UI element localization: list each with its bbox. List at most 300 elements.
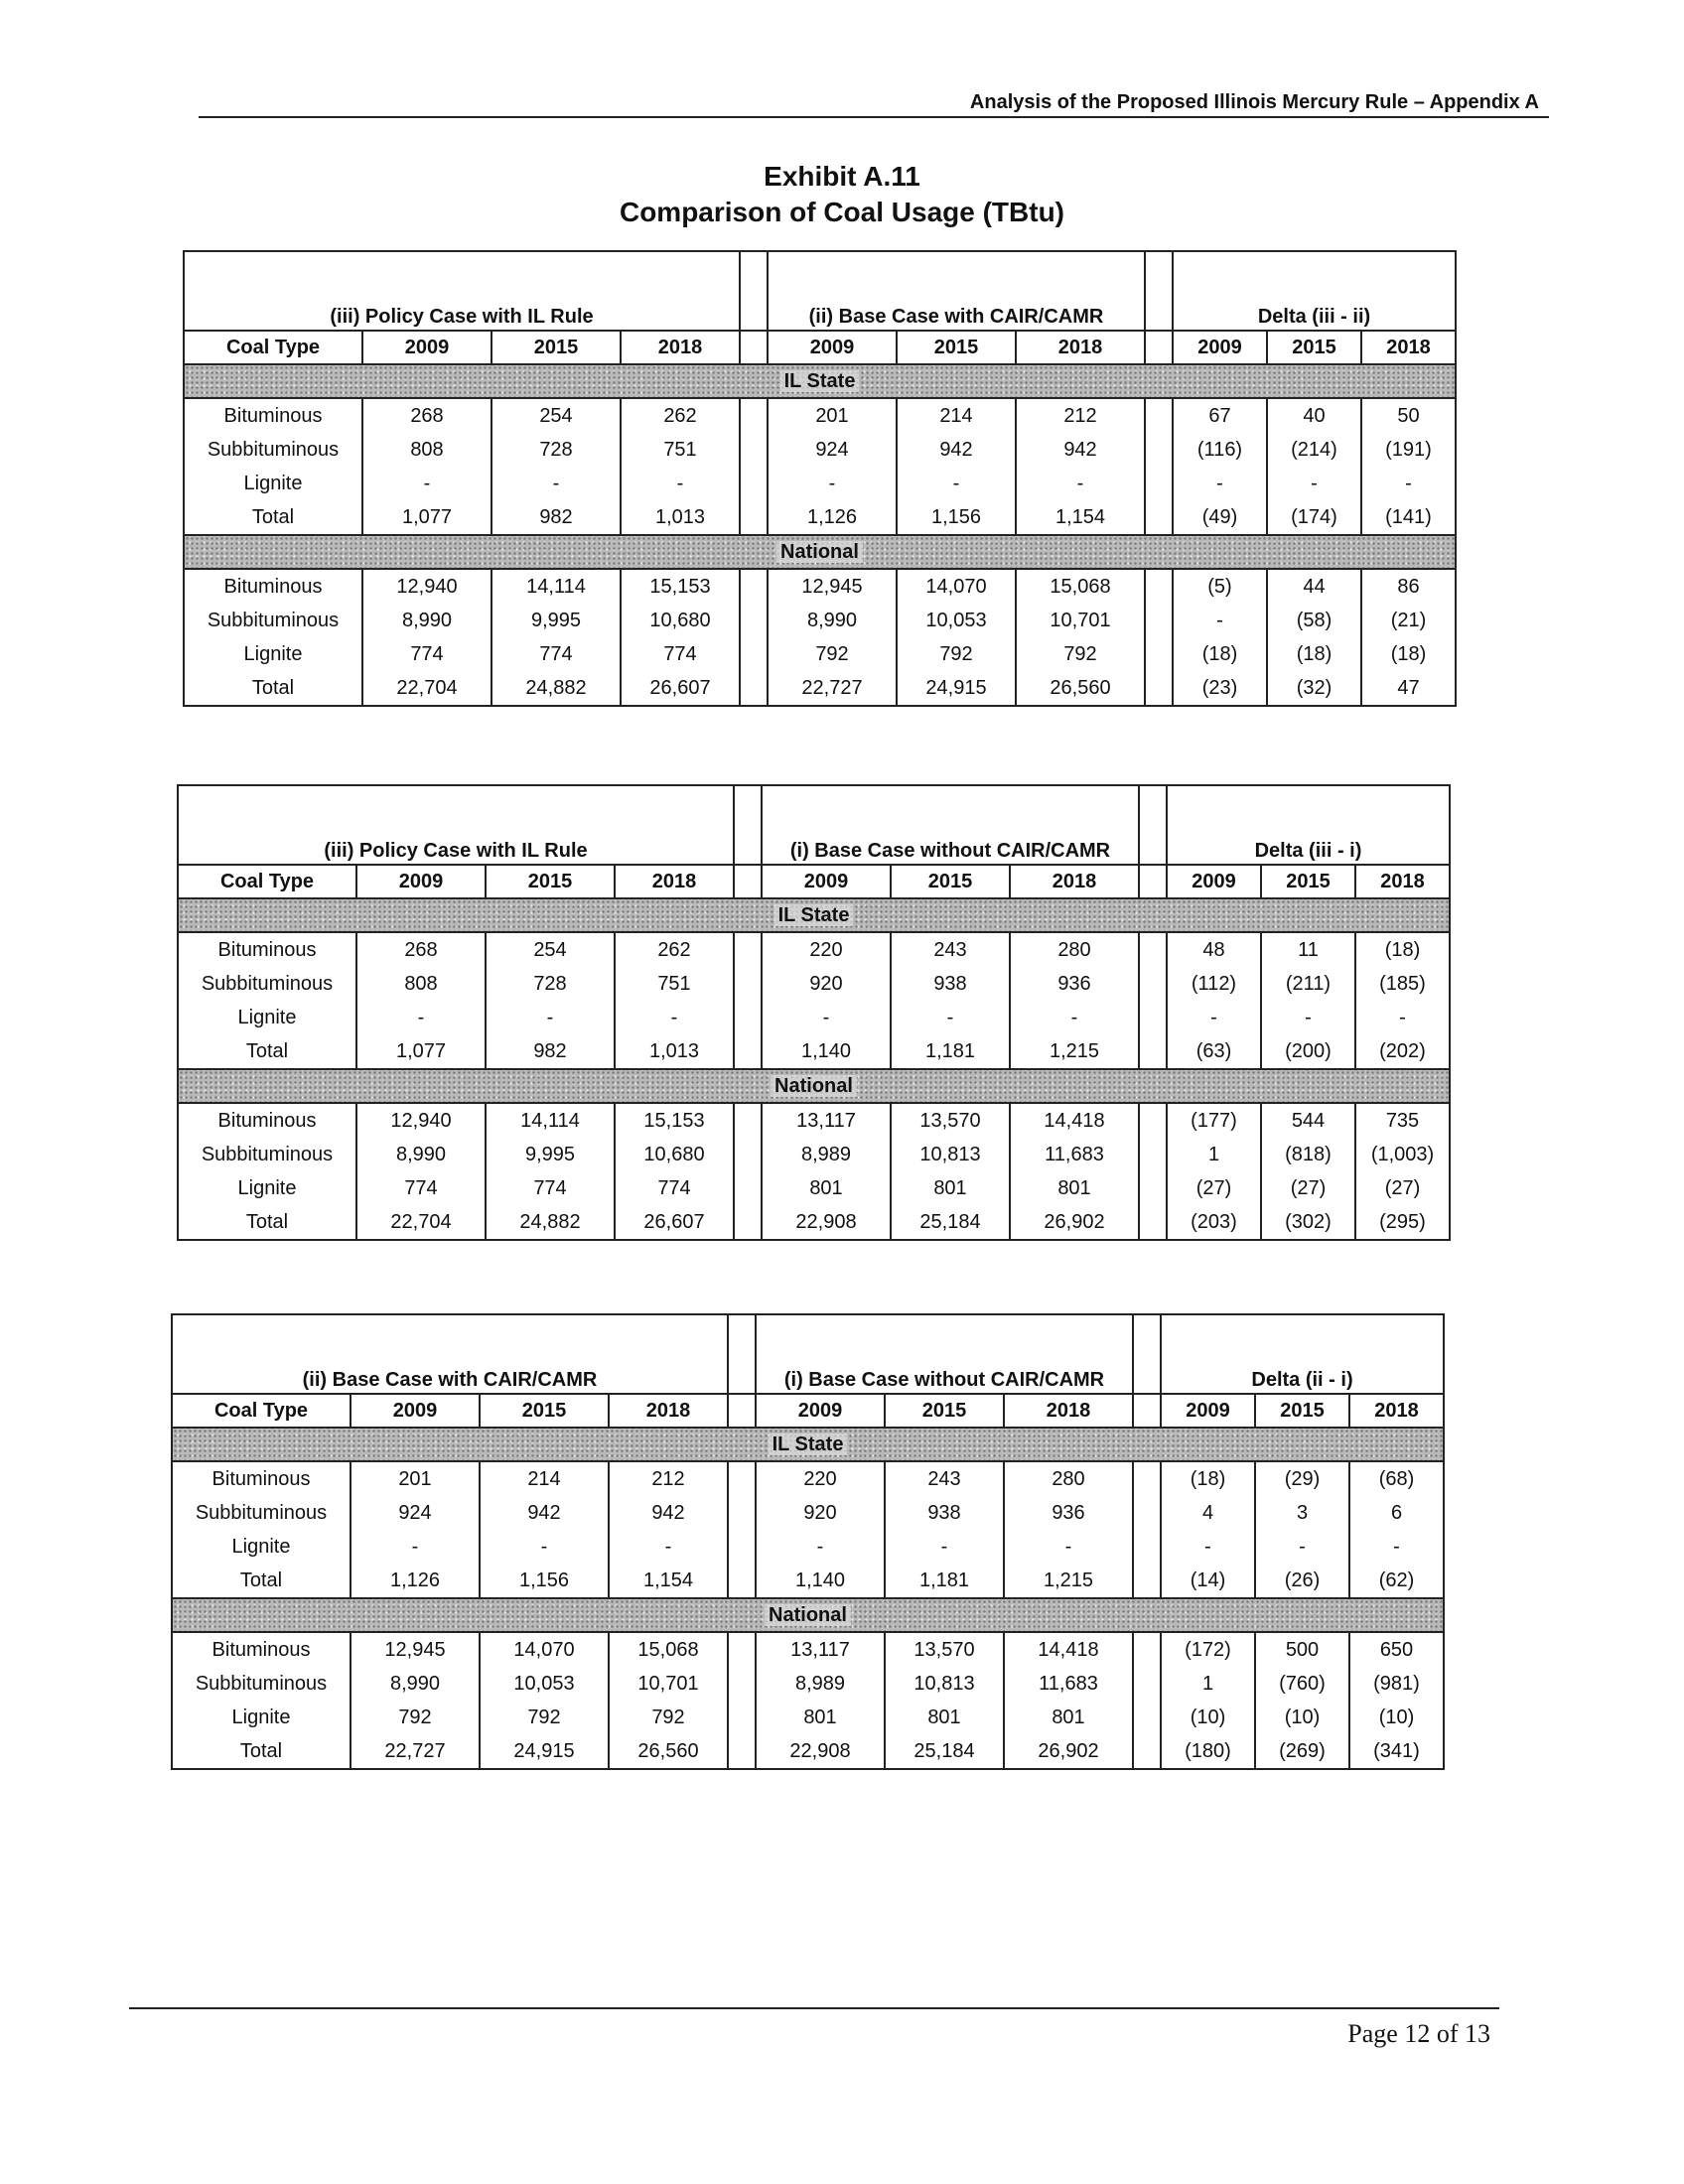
value-cell: -: [1361, 467, 1456, 500]
value-cell: (29): [1255, 1461, 1349, 1496]
value-cell: 1,077: [356, 1034, 486, 1069]
value-cell: -: [609, 1530, 728, 1564]
value-cell: (191): [1361, 433, 1456, 467]
value-cell: 942: [1016, 433, 1145, 467]
value-cell: -: [1173, 604, 1267, 637]
column-gap: [1145, 398, 1173, 433]
column-gap: [728, 1394, 756, 1428]
column-gap: [740, 251, 768, 331]
coal-type-label: Total: [184, 671, 362, 706]
value-cell: -: [1267, 467, 1361, 500]
value-cell: 14,418: [1004, 1632, 1133, 1667]
year-header: 2018: [1361, 331, 1456, 364]
value-cell: 9,995: [491, 604, 621, 637]
value-cell: 792: [1016, 637, 1145, 671]
column-gap: [734, 1001, 762, 1034]
table-row: [184, 433, 1456, 467]
coal-type-label: Lignite: [172, 1530, 351, 1564]
exhibit-title-block: [0, 159, 1684, 230]
value-cell: 14,418: [1010, 1103, 1139, 1138]
value-cell: 982: [486, 1034, 615, 1069]
value-cell: 774: [362, 637, 491, 671]
value-cell: (68): [1349, 1461, 1444, 1496]
value-cell: 500: [1255, 1632, 1349, 1667]
value-cell: 4: [1161, 1496, 1255, 1530]
column-gap: [734, 1205, 762, 1240]
footer-rule: [129, 2007, 1499, 2009]
value-cell: 728: [491, 433, 621, 467]
value-cell: 26,902: [1004, 1734, 1133, 1769]
column-gap: [1145, 500, 1173, 535]
value-cell: 751: [621, 433, 740, 467]
value-cell: 24,915: [480, 1734, 609, 1769]
coal-type-label: Total: [178, 1034, 356, 1069]
value-cell: (200): [1261, 1034, 1355, 1069]
value-cell: (18): [1361, 637, 1456, 671]
value-cell: 982: [491, 500, 621, 535]
coal-type-label: Lignite: [178, 1001, 356, 1034]
value-cell: 920: [756, 1496, 885, 1530]
column-gap: [1145, 604, 1173, 637]
value-cell: (26): [1255, 1564, 1349, 1598]
value-cell: 12,945: [351, 1632, 480, 1667]
coal-type-label: Subbituminous: [178, 967, 356, 1001]
value-cell: 243: [885, 1461, 1004, 1496]
year-header: 2009: [356, 865, 486, 898]
table-row: [172, 1530, 1444, 1564]
value-cell: (302): [1261, 1205, 1355, 1240]
value-cell: (62): [1349, 1564, 1444, 1598]
value-cell: (63): [1167, 1034, 1261, 1069]
value-cell: 254: [486, 932, 615, 967]
value-cell: 24,882: [486, 1205, 615, 1240]
coal-type-label: Bituminous: [172, 1461, 351, 1496]
coal-type-header: Coal Type: [172, 1394, 351, 1428]
coal-type-label: Subbituminous: [172, 1496, 351, 1530]
value-cell: (10): [1255, 1701, 1349, 1734]
value-cell: -: [1161, 1530, 1255, 1564]
exhibit-title: Comparison of Coal Usage (TBtu): [619, 197, 1064, 227]
coal-type-label: Subbituminous: [184, 604, 362, 637]
value-cell: 936: [1010, 967, 1139, 1001]
year-header: 2018: [1016, 331, 1145, 364]
column-gap: [740, 398, 768, 433]
year-header: 2015: [491, 331, 621, 364]
value-cell: (27): [1167, 1171, 1261, 1205]
column-gap: [728, 1496, 756, 1530]
column-gap: [734, 1171, 762, 1205]
value-cell: 751: [615, 967, 734, 1001]
column-gap: [728, 1734, 756, 1769]
column-gap: [1133, 1496, 1161, 1530]
value-cell: 10,701: [609, 1667, 728, 1701]
value-cell: 280: [1010, 932, 1139, 967]
value-cell: 10,053: [897, 604, 1016, 637]
value-cell: 13,117: [756, 1632, 885, 1667]
value-cell: 26,902: [1010, 1205, 1139, 1240]
coal-type-label: Total: [172, 1564, 351, 1598]
value-cell: 1,140: [756, 1564, 885, 1598]
value-cell: (23): [1173, 671, 1267, 706]
value-cell: 792: [480, 1701, 609, 1734]
value-cell: -: [891, 1001, 1010, 1034]
value-cell: -: [1173, 467, 1267, 500]
value-cell: -: [768, 467, 897, 500]
column-gap: [740, 500, 768, 535]
value-cell: 8,989: [756, 1667, 885, 1701]
year-header: 2018: [621, 331, 740, 364]
value-cell: -: [1016, 467, 1145, 500]
value-cell: 15,068: [1016, 569, 1145, 604]
value-cell: -: [1355, 1001, 1450, 1034]
value-cell: 11,683: [1004, 1667, 1133, 1701]
value-cell: 22,727: [351, 1734, 480, 1769]
year-header: 2015: [1267, 331, 1361, 364]
table-row: [178, 1001, 1450, 1034]
column-gap: [1139, 932, 1167, 967]
column-gap: [1139, 1103, 1167, 1138]
value-cell: (5): [1173, 569, 1267, 604]
value-cell: -: [356, 1001, 486, 1034]
table-row: [178, 1103, 1450, 1138]
value-cell: 801: [762, 1171, 891, 1205]
column-gap: [1133, 1394, 1161, 1428]
table-row: [178, 1034, 1450, 1069]
value-cell: (14): [1161, 1564, 1255, 1598]
table-row: [172, 1734, 1444, 1769]
column-gap: [740, 433, 768, 467]
delta-header: Delta (iii - ii): [1173, 251, 1456, 331]
column-gap: [734, 785, 762, 865]
column-gap: [728, 1314, 756, 1394]
value-cell: (18): [1355, 932, 1450, 967]
value-cell: 774: [491, 637, 621, 671]
column-gap: [728, 1461, 756, 1496]
value-cell: (27): [1355, 1171, 1450, 1205]
coal-type-label: Subbituminous: [178, 1138, 356, 1171]
year-header: 2018: [1349, 1394, 1444, 1428]
case-a-header: (iii) Policy Case with IL Rule: [184, 251, 740, 331]
case-b-header: (i) Base Case without CAIR/CAMR: [756, 1314, 1133, 1394]
value-cell: 1,215: [1010, 1034, 1139, 1069]
value-cell: 801: [1004, 1701, 1133, 1734]
coal-type-label: Lignite: [184, 467, 362, 500]
table-row: [172, 1632, 1444, 1667]
value-cell: 40: [1267, 398, 1361, 433]
column-gap: [734, 967, 762, 1001]
value-cell: 22,704: [362, 671, 491, 706]
table-row: [172, 1701, 1444, 1734]
value-cell: (10): [1349, 1701, 1444, 1734]
column-gap: [1139, 1171, 1167, 1205]
coal-type-label: Subbituminous: [172, 1667, 351, 1701]
value-cell: -: [885, 1530, 1004, 1564]
column-gap: [1139, 1138, 1167, 1171]
value-cell: -: [897, 467, 1016, 500]
column-gap: [728, 1667, 756, 1701]
section-label: IL State: [769, 1433, 848, 1455]
delta-header: Delta (iii - i): [1167, 785, 1450, 865]
value-cell: (18): [1173, 637, 1267, 671]
year-header: 2009: [351, 1394, 480, 1428]
value-cell: (295): [1355, 1205, 1450, 1240]
page-number: Page 12 of 13: [1347, 2019, 1490, 2048]
table-row: [172, 1461, 1444, 1496]
value-cell: 262: [615, 932, 734, 967]
table-row: [172, 1564, 1444, 1598]
column-gap: [740, 331, 768, 364]
value-cell: 243: [891, 932, 1010, 967]
value-cell: -: [1255, 1530, 1349, 1564]
column-gap: [728, 1701, 756, 1734]
value-cell: 22,908: [756, 1734, 885, 1769]
value-cell: 14,070: [480, 1632, 609, 1667]
column-gap: [1139, 967, 1167, 1001]
section-band: [172, 1428, 1444, 1461]
value-cell: 26,607: [621, 671, 740, 706]
value-cell: 22,704: [356, 1205, 486, 1240]
value-cell: 14,114: [486, 1103, 615, 1138]
running-header: Analysis of the Proposed Illinois Mercury Rule – Appendix A: [969, 91, 1539, 113]
column-gap: [734, 932, 762, 967]
value-cell: 44: [1267, 569, 1361, 604]
value-cell: 10,053: [480, 1667, 609, 1701]
year-header: 2018: [615, 865, 734, 898]
value-cell: 735: [1355, 1103, 1450, 1138]
value-cell: 13,570: [891, 1103, 1010, 1138]
table-row: [178, 1138, 1450, 1171]
year-header: 2015: [486, 865, 615, 898]
value-cell: -: [1167, 1001, 1261, 1034]
table-row: [184, 500, 1456, 535]
column-gap: [734, 865, 762, 898]
table-row: [184, 467, 1456, 500]
value-cell: (185): [1355, 967, 1450, 1001]
section-label: National: [765, 1604, 851, 1626]
value-cell: 254: [491, 398, 621, 433]
column-gap: [740, 467, 768, 500]
value-cell: 280: [1004, 1461, 1133, 1496]
value-cell: 801: [885, 1701, 1004, 1734]
value-cell: 774: [615, 1171, 734, 1205]
value-cell: 47: [1361, 671, 1456, 706]
table-row: [184, 398, 1456, 433]
value-cell: 774: [356, 1171, 486, 1205]
value-cell: 22,908: [762, 1205, 891, 1240]
value-cell: 650: [1349, 1632, 1444, 1667]
value-cell: -: [362, 467, 491, 500]
year-header: 2018: [1010, 865, 1139, 898]
value-cell: 8,989: [762, 1138, 891, 1171]
value-cell: 212: [609, 1461, 728, 1496]
value-cell: (211): [1261, 967, 1355, 1001]
value-cell: 801: [891, 1171, 1010, 1205]
column-gap: [728, 1530, 756, 1564]
value-cell: (21): [1361, 604, 1456, 637]
value-cell: (1,003): [1355, 1138, 1450, 1171]
table-row: [178, 932, 1450, 967]
column-gap: [728, 1632, 756, 1667]
column-gap: [1133, 1632, 1161, 1667]
value-cell: 1,181: [885, 1564, 1004, 1598]
coal-type-label: Subbituminous: [184, 433, 362, 467]
value-cell: 774: [621, 637, 740, 671]
value-cell: 8,990: [351, 1667, 480, 1701]
value-cell: -: [491, 467, 621, 500]
section-label: IL State: [774, 904, 854, 926]
year-header: 2009: [768, 331, 897, 364]
value-cell: 13,117: [762, 1103, 891, 1138]
value-cell: 1,154: [1016, 500, 1145, 535]
value-cell: (141): [1361, 500, 1456, 535]
value-cell: -: [1261, 1001, 1355, 1034]
value-cell: 13,570: [885, 1632, 1004, 1667]
column-gap: [1133, 1530, 1161, 1564]
year-header: 2009: [1161, 1394, 1255, 1428]
coal-type-header: Coal Type: [178, 865, 356, 898]
value-cell: 6: [1349, 1496, 1444, 1530]
year-header: 2015: [897, 331, 1016, 364]
year-header: 2009: [362, 331, 491, 364]
value-cell: 8,990: [362, 604, 491, 637]
table-row: [178, 1171, 1450, 1205]
value-cell: 25,184: [885, 1734, 1004, 1769]
value-cell: (981): [1349, 1667, 1444, 1701]
value-cell: 792: [897, 637, 1016, 671]
value-cell: 26,560: [609, 1734, 728, 1769]
value-cell: 792: [351, 1701, 480, 1734]
coal-type-label: Bituminous: [184, 398, 362, 433]
value-cell: (341): [1349, 1734, 1444, 1769]
value-cell: 1: [1161, 1667, 1255, 1701]
coal-type-label: Bituminous: [172, 1632, 351, 1667]
case-b-header: (ii) Base Case with CAIR/CAMR: [768, 251, 1145, 331]
value-cell: 924: [351, 1496, 480, 1530]
year-header: 2009: [1173, 331, 1267, 364]
value-cell: 25,184: [891, 1205, 1010, 1240]
coal-type-label: Lignite: [172, 1701, 351, 1734]
section-label: National: [771, 1075, 857, 1097]
column-gap: [1139, 865, 1167, 898]
comparison-table: [177, 784, 1451, 1241]
value-cell: 262: [621, 398, 740, 433]
value-cell: 938: [885, 1496, 1004, 1530]
column-gap: [740, 671, 768, 706]
value-cell: 1,215: [1004, 1564, 1133, 1598]
table-row: [172, 1496, 1444, 1530]
value-cell: 544: [1261, 1103, 1355, 1138]
section-band: [172, 1598, 1444, 1632]
column-gap: [740, 637, 768, 671]
value-cell: 11,683: [1010, 1138, 1139, 1171]
value-cell: 14,070: [897, 569, 1016, 604]
year-header: 2015: [885, 1394, 1004, 1428]
value-cell: 10,680: [621, 604, 740, 637]
value-cell: 942: [480, 1496, 609, 1530]
value-cell: (203): [1167, 1205, 1261, 1240]
value-cell: 3: [1255, 1496, 1349, 1530]
value-cell: (112): [1167, 967, 1261, 1001]
section-label: IL State: [780, 370, 860, 392]
section-label: National: [776, 541, 863, 563]
value-cell: 1,126: [768, 500, 897, 535]
column-gap: [1145, 433, 1173, 467]
value-cell: 48: [1167, 932, 1261, 967]
column-gap: [1133, 1667, 1161, 1701]
table-row: [184, 671, 1456, 706]
section-band: [178, 1069, 1450, 1103]
value-cell: 220: [756, 1461, 885, 1496]
value-cell: 924: [768, 433, 897, 467]
table-row: [172, 1667, 1444, 1701]
column-gap: [1139, 1205, 1167, 1240]
section-band: [184, 364, 1456, 398]
column-gap: [1139, 785, 1167, 865]
value-cell: 1,156: [897, 500, 1016, 535]
column-gap: [1133, 1461, 1161, 1496]
column-gap: [1133, 1314, 1161, 1394]
value-cell: (18): [1161, 1461, 1255, 1496]
column-gap: [1145, 331, 1173, 364]
column-gap: [1145, 671, 1173, 706]
value-cell: (214): [1267, 433, 1361, 467]
column-gap: [740, 569, 768, 604]
value-cell: 12,945: [768, 569, 897, 604]
coal-type-label: Bituminous: [178, 1103, 356, 1138]
column-gap: [1145, 637, 1173, 671]
case-a-header: (iii) Policy Case with IL Rule: [178, 785, 734, 865]
year-header: 2018: [609, 1394, 728, 1428]
value-cell: 15,153: [615, 1103, 734, 1138]
column-gap: [1133, 1564, 1161, 1598]
column-gap: [1145, 569, 1173, 604]
value-cell: 8,990: [768, 604, 897, 637]
value-cell: 801: [1010, 1171, 1139, 1205]
value-cell: 10,680: [615, 1138, 734, 1171]
value-cell: 938: [891, 967, 1010, 1001]
column-gap: [1139, 1034, 1167, 1069]
value-cell: (10): [1161, 1701, 1255, 1734]
year-header: 2009: [1167, 865, 1261, 898]
value-cell: -: [756, 1530, 885, 1564]
table-row: [184, 637, 1456, 671]
year-header: 2015: [1261, 865, 1355, 898]
value-cell: (180): [1161, 1734, 1255, 1769]
case-b-header: (i) Base Case without CAIR/CAMR: [762, 785, 1139, 865]
value-cell: 201: [351, 1461, 480, 1496]
coal-type-label: Lignite: [184, 637, 362, 671]
year-header: 2015: [1255, 1394, 1349, 1428]
value-cell: 9,995: [486, 1138, 615, 1171]
value-cell: 26,560: [1016, 671, 1145, 706]
value-cell: 214: [480, 1461, 609, 1496]
value-cell: (172): [1161, 1632, 1255, 1667]
table-row: [178, 1205, 1450, 1240]
value-cell: 942: [609, 1496, 728, 1530]
value-cell: 1,140: [762, 1034, 891, 1069]
year-header: 2018: [1004, 1394, 1133, 1428]
column-gap: [1145, 467, 1173, 500]
value-cell: (202): [1355, 1034, 1450, 1069]
value-cell: 8,990: [356, 1138, 486, 1171]
comparison-table: [171, 1313, 1445, 1770]
column-gap: [1133, 1734, 1161, 1769]
value-cell: 774: [486, 1171, 615, 1205]
value-cell: 808: [362, 433, 491, 467]
value-cell: 936: [1004, 1496, 1133, 1530]
coal-type-label: Total: [184, 500, 362, 535]
value-cell: 201: [768, 398, 897, 433]
